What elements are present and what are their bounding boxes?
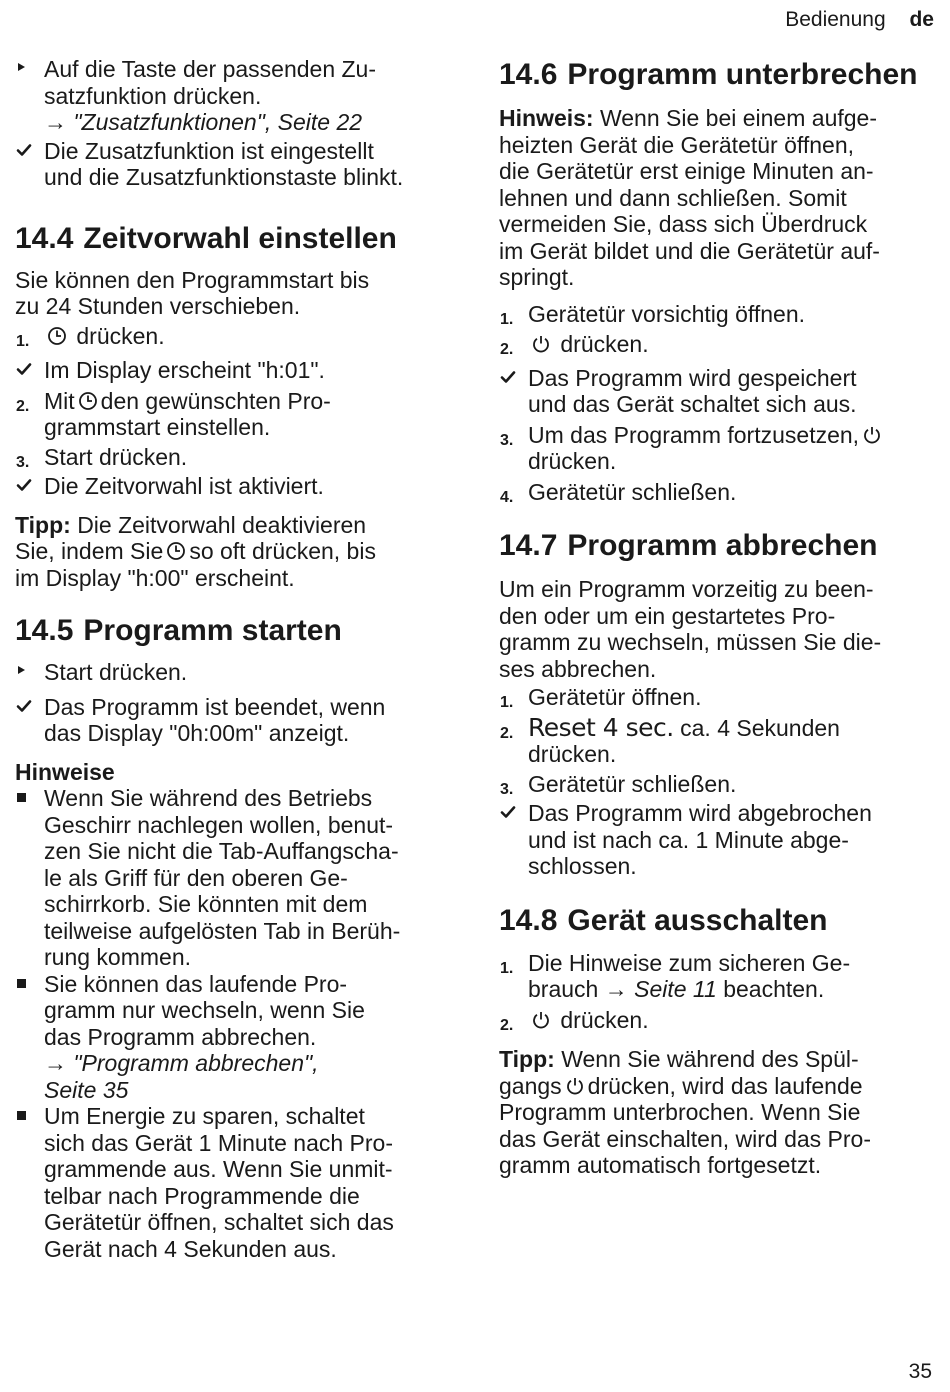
page-header bbox=[785, 8, 934, 32]
result-text: das Display "0h:00m" anzeigt. bbox=[44, 720, 350, 746]
section-title: Programm starten bbox=[83, 614, 342, 647]
step-text: Gerätetür vorsichtig öffnen. bbox=[528, 300, 805, 327]
power-icon bbox=[565, 1076, 585, 1096]
tip-text: Die Zeitvorwahl deaktivieren bbox=[77, 511, 367, 538]
notes-title: Hinweise bbox=[15, 758, 115, 785]
section-number: 14.7 bbox=[499, 529, 558, 562]
step-text: ca. 4 Sekunden bbox=[680, 714, 840, 741]
power-icon bbox=[862, 425, 882, 445]
note-line: Gerät nach 4 Sekunden aus. bbox=[44, 1235, 337, 1262]
cross-reference[interactable] bbox=[44, 109, 455, 136]
step-number: 2. bbox=[16, 397, 30, 415]
step-number: 2. bbox=[500, 1016, 514, 1034]
note-line: Um Energie zu sparen, schaltet bbox=[44, 1103, 365, 1129]
note-item bbox=[15, 1103, 455, 1262]
section-title: Zeitvorwahl einstellen bbox=[83, 221, 397, 255]
section-title: Programm unterbrechen bbox=[567, 58, 918, 91]
section-heading bbox=[499, 904, 934, 938]
section-heading bbox=[15, 222, 455, 256]
paragraph-line: zu 24 Stunden verschieben. bbox=[15, 293, 301, 319]
step-number: 4. bbox=[500, 488, 514, 506]
section-number: 14.5 bbox=[15, 614, 74, 647]
tip-text: so oft drücken, bis bbox=[189, 538, 376, 564]
note-line: zen Sie nicht die Tab-Auffangscha- bbox=[44, 838, 399, 864]
result-text: und ist nach ca. 1 Minute abge- bbox=[528, 826, 849, 853]
check-icon bbox=[499, 365, 528, 392]
paragraph-line: ses abbrechen. bbox=[499, 655, 657, 682]
step-number: 3. bbox=[16, 453, 30, 471]
paragraph-line: gramm zu wechseln, müssen Sie die- bbox=[499, 629, 882, 655]
hint-text: lehnen und dann schließen. Somit bbox=[499, 184, 847, 211]
hint-text: vermeiden Sie, dass sich Überdruck bbox=[499, 211, 868, 237]
hint-text: die Gerätetür erst einige Minuten an- bbox=[499, 158, 874, 184]
numbered-step bbox=[499, 422, 934, 475]
cross-reference[interactable] bbox=[44, 1050, 455, 1077]
left-column bbox=[15, 56, 455, 1262]
start-key-label: Start bbox=[44, 443, 93, 470]
power-icon bbox=[531, 1010, 551, 1030]
note-line: schirrkorb. Sie könnten mit dem bbox=[44, 891, 368, 917]
action-triangle-icon bbox=[15, 659, 44, 686]
numbered-step bbox=[15, 388, 455, 441]
result-text: Die Zeitvorwahl ist aktiviert. bbox=[44, 473, 324, 499]
numbered-step bbox=[499, 1007, 934, 1034]
note-line: le als Griff für den oberen Ge- bbox=[44, 864, 348, 891]
tip-block bbox=[15, 512, 455, 592]
result-text: Im Display erscheint "h:01". bbox=[44, 357, 325, 383]
timer-icon bbox=[47, 326, 67, 346]
result-step bbox=[15, 138, 455, 191]
section-title: Gerät ausschalten bbox=[567, 903, 828, 937]
section-number: 14.8 bbox=[499, 903, 558, 937]
section-number: 14.6 bbox=[499, 58, 558, 91]
hint-text: im Gerät bildet und die Gerätetür auf- bbox=[499, 237, 880, 264]
step-text: Um das Programm fortzusetzen, bbox=[528, 421, 860, 448]
step-text: den gewünschten Pro- bbox=[100, 387, 331, 414]
step-text: drücken. bbox=[560, 1006, 649, 1033]
step-text: drücken. bbox=[560, 331, 649, 357]
note-line: telbar nach Programmende die bbox=[44, 1182, 360, 1209]
result-step bbox=[15, 694, 455, 747]
paragraph-line: Um ein Programm vorzeitig zu been- bbox=[499, 576, 874, 602]
numbered-step bbox=[499, 771, 934, 798]
text-line: und die Zusatzfunktionstaste blinkt. bbox=[44, 164, 404, 190]
bullet-square-icon bbox=[15, 785, 44, 812]
numbered-step bbox=[499, 331, 934, 358]
check-icon bbox=[15, 138, 44, 165]
hint-text: heizten Gerät die Gerätetür öffnen, bbox=[499, 131, 855, 158]
step-text: Mit bbox=[44, 387, 75, 414]
tip-text: Wenn Sie während des Spül- bbox=[561, 1046, 859, 1072]
numbered-step bbox=[499, 950, 934, 1003]
section-heading bbox=[15, 614, 455, 648]
xref-text[interactable]: Seite 35 bbox=[44, 1076, 129, 1103]
result-text: und das Gerät schaltet sich aus. bbox=[528, 391, 857, 417]
step-text: Gerätetür schließen. bbox=[528, 478, 737, 505]
right-column bbox=[499, 56, 934, 1179]
language-code: de bbox=[909, 8, 934, 31]
note-line: Sie können das laufende Pro- bbox=[44, 970, 348, 997]
check-icon bbox=[15, 694, 44, 721]
step-number: 2. bbox=[500, 341, 514, 358]
step-text: Die Hinweise zum sicheren Ge- bbox=[528, 949, 851, 976]
note-line: sich das Gerät 1 Minute nach Pro- bbox=[44, 1129, 393, 1156]
result-step bbox=[499, 800, 934, 880]
section-heading bbox=[499, 58, 934, 92]
note-line: gramm nur wechseln, wenn Sie bbox=[44, 997, 365, 1023]
result-text: Das Programm ist beendet, wenn bbox=[44, 693, 386, 720]
step-number: 1. bbox=[500, 694, 514, 711]
result-text: schlossen. bbox=[528, 853, 637, 879]
step-text: drücken. bbox=[98, 443, 188, 470]
bullet-square-icon bbox=[15, 1103, 44, 1130]
result-step bbox=[15, 473, 455, 500]
timer-icon bbox=[166, 541, 186, 561]
note-item bbox=[15, 785, 455, 971]
hint-text: springt. bbox=[499, 264, 575, 290]
reset-key-label: Reset 4 sec. bbox=[528, 712, 674, 742]
cross-reference[interactable]: Seite 11 bbox=[634, 976, 717, 1002]
tip-block bbox=[499, 1046, 934, 1179]
hint-label: Hinweis: bbox=[499, 105, 594, 131]
xref-text: "Zusatzfunktionen", Seite 22 bbox=[73, 109, 363, 135]
paragraph-line: den oder um ein gestartetes Pro- bbox=[499, 602, 836, 629]
tip-text: Sie, indem Sie bbox=[15, 538, 164, 564]
tip-text: das Gerät einschalten, wird das Pro- bbox=[499, 1125, 872, 1152]
arrow-icon: → bbox=[604, 976, 628, 1002]
action-triangle-icon bbox=[15, 56, 44, 83]
step-text: beachten. bbox=[723, 976, 825, 1002]
hint-block bbox=[499, 105, 934, 291]
note-line: rung kommen. bbox=[44, 944, 192, 970]
action-step bbox=[15, 56, 455, 136]
start-key-label: Start bbox=[44, 659, 93, 685]
step-number: 1. bbox=[500, 959, 514, 977]
note-line: das Programm abbrechen. bbox=[44, 1023, 317, 1050]
text-line: Die Zusatzfunktion ist eingestellt bbox=[44, 137, 374, 164]
check-icon bbox=[15, 357, 44, 384]
tip-text: drücken, wird das laufende bbox=[587, 1072, 863, 1099]
text-line: Auf die Taste der passenden Zu- bbox=[44, 56, 377, 82]
note-line: Gerätetür öffnen, schaltet sich das bbox=[44, 1209, 394, 1235]
step-text: drücken. bbox=[76, 322, 165, 349]
arrow-icon: → bbox=[44, 109, 67, 135]
step-number: 3. bbox=[500, 780, 514, 798]
section-number: 14.4 bbox=[15, 221, 74, 255]
note-line: Wenn Sie während des Betriebs bbox=[44, 785, 373, 811]
tip-label: Tipp: bbox=[499, 1046, 555, 1072]
check-icon bbox=[499, 800, 528, 827]
numbered-step bbox=[15, 323, 455, 350]
step-text: drücken. bbox=[528, 741, 617, 767]
result-text: Das Programm wird gespeichert bbox=[528, 364, 857, 391]
section-title: Bedienung bbox=[785, 8, 886, 31]
step-text: Gerätetür schließen. bbox=[528, 770, 737, 797]
note-line: grammende aus. Wenn Sie unmit- bbox=[44, 1156, 393, 1182]
step-number: 2. bbox=[500, 724, 514, 742]
tip-text: gramm automatisch fortgesetzt. bbox=[499, 1152, 822, 1178]
xref-text: "Programm abbrechen", bbox=[73, 1050, 319, 1076]
section-heading bbox=[499, 529, 934, 563]
numbered-step bbox=[499, 301, 934, 328]
note-item bbox=[15, 971, 455, 1104]
result-text: Das Programm wird abgebrochen bbox=[528, 800, 872, 826]
tip-text: Programm unterbrochen. Wenn Sie bbox=[499, 1099, 861, 1125]
action-step bbox=[15, 659, 455, 686]
numbered-step bbox=[499, 684, 934, 711]
step-text: grammstart einstellen. bbox=[44, 414, 271, 440]
hint-text: Wenn Sie bei einem aufge- bbox=[599, 105, 877, 131]
note-line: Geschirr nachlegen wollen, benut- bbox=[44, 811, 394, 838]
result-step bbox=[15, 357, 455, 384]
text-line: satzfunktion drücken. bbox=[44, 82, 262, 109]
step-number: 3. bbox=[500, 431, 514, 449]
arrow-icon: → bbox=[44, 1050, 67, 1076]
power-icon bbox=[531, 334, 551, 354]
tip-text: gangs bbox=[499, 1072, 562, 1099]
tip-text: im Display "h:00" erscheint. bbox=[15, 564, 295, 591]
step-text: drücken. bbox=[98, 659, 188, 685]
bullet-square-icon bbox=[15, 971, 44, 998]
result-step bbox=[499, 365, 934, 418]
page-number: 35 bbox=[908, 1360, 932, 1383]
numbered-step bbox=[499, 712, 934, 768]
note-line: teilweise aufgelösten Tab in Berüh- bbox=[44, 917, 401, 944]
timer-icon bbox=[78, 391, 98, 411]
tip-label: Tipp: bbox=[15, 511, 71, 538]
paragraph-line: Sie können den Programmstart bis bbox=[15, 266, 370, 293]
check-icon bbox=[15, 473, 44, 500]
step-text: Gerätetür öffnen. bbox=[528, 684, 702, 710]
section-title: Programm abbrechen bbox=[567, 529, 878, 562]
step-number: 1. bbox=[16, 332, 30, 350]
numbered-step bbox=[499, 479, 934, 506]
step-text: drücken. bbox=[528, 448, 617, 474]
step-number: 1. bbox=[500, 310, 514, 328]
numbered-step bbox=[15, 444, 455, 471]
step-text: brauch bbox=[528, 976, 599, 1002]
